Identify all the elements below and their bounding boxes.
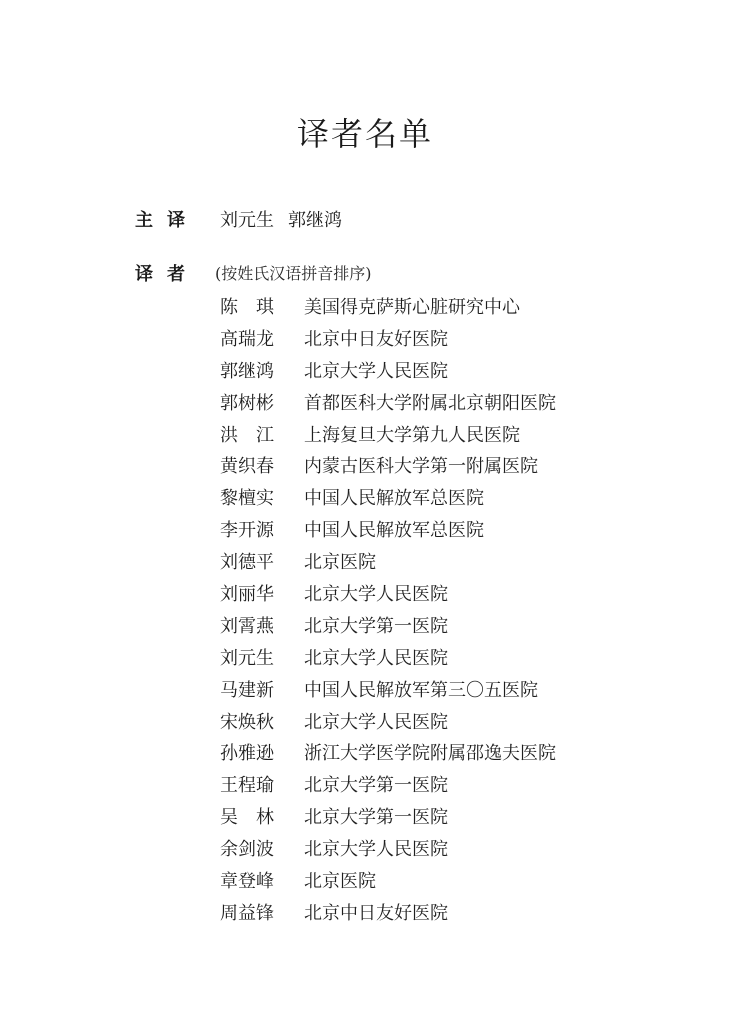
translator-name: 黄织春 — [220, 456, 274, 478]
translator-name: 周益锋 — [220, 902, 274, 924]
translator-row — [220, 896, 690, 928]
chief-translators-names — [220, 208, 342, 234]
translator-name: 陈 琪 — [220, 296, 274, 318]
translator-row — [220, 609, 690, 641]
translator-affiliation: 北京大学第一医院 — [304, 775, 448, 797]
translator-row — [220, 449, 690, 481]
translator-list — [220, 290, 690, 928]
translator-name: 郭继鸿 — [220, 360, 274, 382]
translator-row — [220, 673, 690, 705]
page-title: 译者名单 — [296, 115, 433, 153]
translator-name: 刘德平 — [220, 552, 274, 574]
translator-name: 章登峰 — [220, 870, 274, 892]
translator-affiliation: 北京大学人民医院 — [304, 839, 448, 861]
translator-row — [220, 800, 690, 832]
translator-row — [220, 832, 690, 864]
translator-name: 郭树彬 — [220, 392, 274, 414]
translator-row — [220, 386, 690, 418]
translator-name: 刘元生 — [220, 647, 274, 669]
translator-name: 李开源 — [220, 520, 274, 542]
translator-affiliation: 中国人民解放军总医院 — [304, 520, 484, 542]
translator-row — [220, 705, 690, 737]
translator-row — [220, 736, 690, 768]
translator-row — [220, 864, 690, 896]
translator-row — [220, 577, 690, 609]
translator-name: 黎檀实 — [220, 488, 274, 510]
translator-name: 宋焕秋 — [220, 711, 274, 733]
translator-affiliation: 北京大学人民医院 — [304, 647, 448, 669]
chief-translator-name: 刘元生 — [220, 210, 274, 231]
translator-row — [220, 322, 690, 354]
chief-translators-label: 主译 — [135, 210, 199, 231]
translator-row — [220, 481, 690, 513]
translators-label: 译者 — [135, 264, 199, 285]
translator-name: 余剑波 — [220, 839, 274, 861]
translator-name: 洪 江 — [220, 424, 274, 446]
translator-affiliation: 首都医科大学附属北京朝阳医院 — [304, 392, 556, 414]
translator-row — [220, 641, 690, 673]
translator-row — [220, 354, 690, 386]
translator-name: 马建新 — [220, 679, 274, 701]
translator-affiliation: 北京中日友好医院 — [304, 328, 448, 350]
translator-affiliation: 内蒙古医科大学第一附属医院 — [304, 456, 538, 478]
translator-row — [220, 290, 690, 322]
sort-order-note: (按姓氏汉语拼音排序) — [215, 264, 372, 283]
translator-row — [220, 768, 690, 800]
translator-name: 刘丽华 — [220, 583, 274, 605]
translator-affiliation: 北京医院 — [304, 552, 376, 574]
translator-row — [220, 545, 690, 577]
chief-translator-name: 郭继鸿 — [288, 210, 342, 231]
translator-affiliation: 美国得克萨斯心脏研究中心 — [304, 296, 520, 318]
translator-affiliation: 北京大学第一医院 — [304, 615, 448, 637]
translator-affiliation: 北京大学人民医院 — [304, 711, 448, 733]
translator-affiliation: 中国人民解放军总医院 — [304, 488, 484, 510]
translator-row — [220, 513, 690, 545]
translator-affiliation: 浙江大学医学院附属邵逸夫医院 — [304, 743, 556, 765]
translator-affiliation: 北京医院 — [304, 870, 376, 892]
translator-name: 刘霄燕 — [220, 615, 274, 637]
translator-row — [220, 418, 690, 450]
translator-affiliation: 北京大学第一医院 — [304, 807, 448, 829]
translator-affiliation: 北京大学人民医院 — [304, 360, 448, 382]
translator-affiliation: 北京中日友好医院 — [304, 902, 448, 924]
translator-affiliation: 北京大学人民医院 — [304, 583, 448, 605]
translator-affiliation: 中国人民解放军第三〇五医院 — [304, 679, 538, 701]
translator-affiliation: 上海复旦大学第九人民医院 — [304, 424, 520, 446]
translator-name: 吴 林 — [220, 807, 274, 829]
translator-name: 王程瑜 — [220, 775, 274, 797]
translator-name: 孙雅逊 — [220, 743, 274, 765]
translator-name: 高瑞龙 — [220, 328, 274, 350]
